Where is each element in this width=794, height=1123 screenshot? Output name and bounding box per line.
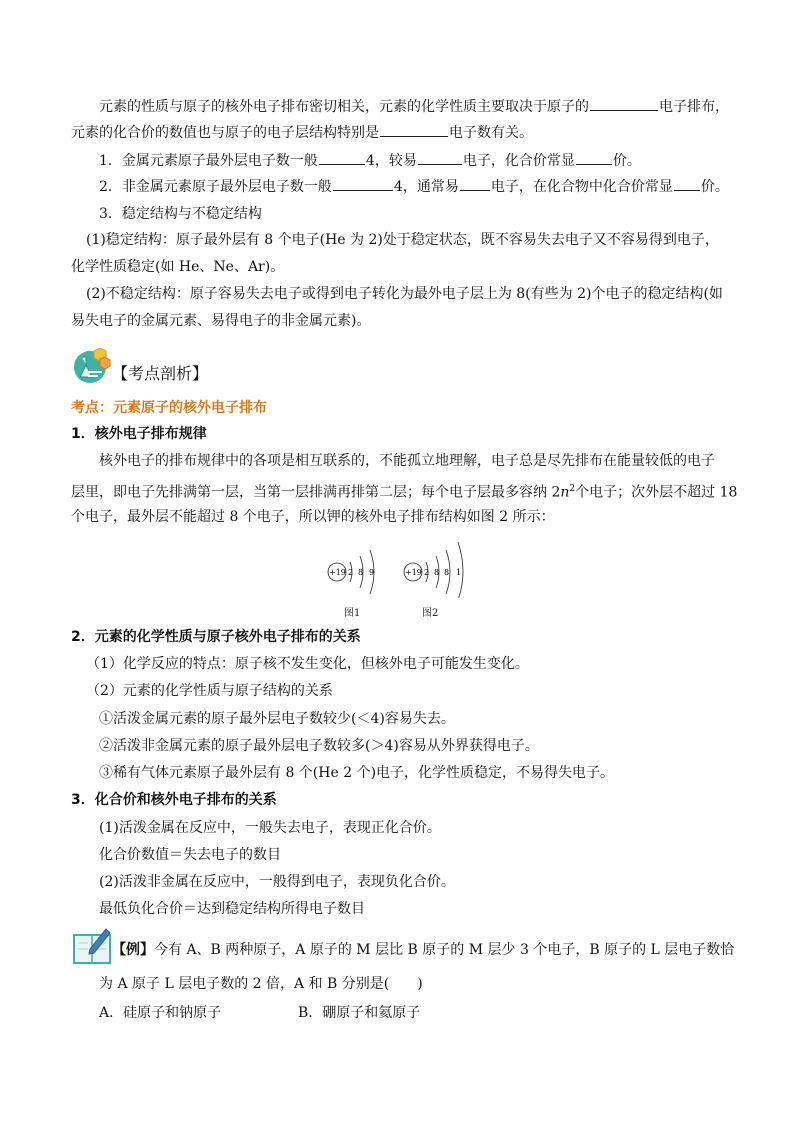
atom-structure-figure	[320, 538, 480, 598]
item-text: 价。	[612, 153, 641, 169]
sec1-p2	[71, 479, 737, 503]
sec3-l2: 化合价数值＝失去电子的数目	[99, 847, 281, 863]
sec1-sup: 2	[569, 484, 576, 494]
item-text: 1．金属元素原子最外层电子数一般	[99, 153, 318, 169]
nucleus-charge: +19	[405, 568, 422, 577]
atom-diagram	[320, 538, 480, 602]
intro-text: 电子数有关。	[449, 125, 533, 141]
item-text: 4，较易	[365, 153, 417, 169]
intro-item-2	[99, 176, 729, 197]
sec3-l4: 最低负化合价＝达到稳定结构所得电子数目	[99, 901, 365, 917]
sec2-c1: ①活泼金属元素的原子最外层电子数较少(＜4)容易失去。	[99, 711, 455, 727]
sec2-s2: （2）元素的化学性质与原子结构的关系	[86, 683, 333, 699]
answer-blank[interactable]	[333, 176, 393, 191]
intro-text: 元素的化合价的数值也与原子的电子层结构特别是	[71, 125, 379, 141]
sec1-text: 个电子；次外层不超过 18	[575, 484, 738, 501]
sec2-title: 2．元素的化学性质与原子核外电子排布的关系	[71, 629, 361, 645]
answer-blank[interactable]	[380, 122, 448, 137]
unstable-line-2: 易失电子的金属元素、易得电子的非金属元素)。	[71, 313, 371, 329]
item-text: 电子，化合价常显	[462, 153, 575, 169]
sec2-s1: （1）化学反应的特点：原子核不发生变化，但核外电子可能发生变化。	[86, 656, 529, 672]
shell-count: 1	[456, 568, 462, 577]
sec3-l1: (1)活泼金属在反应中，一般失去电子，表现正化合价。	[99, 820, 441, 836]
shell-count: 9	[369, 568, 375, 577]
sec2-c3: ③稀有气体元素原子最外层有 8 个(He 2 个)电子，化学性质稳定，不易得失电子。	[99, 765, 615, 781]
kaodian-title: 考点：元素原子的核外电子排布	[71, 400, 267, 416]
sec1-p1: 核外电子的排布规律中的各项是相互联系的，不能孤立地理解，电子总是尽先排布在能量较低的电子	[99, 453, 715, 469]
shell-count: 8	[444, 568, 450, 577]
intro-item-3: 3．稳定结构与不稳定结构	[99, 206, 262, 222]
intro-line-2	[71, 122, 533, 143]
option-a[interactable]: A．硅原子和钠原子	[99, 1005, 222, 1021]
example-question-line-2: 为 A 原子 L 层电子数的 2 倍，A 和 B 分别是( )	[99, 976, 423, 992]
shell-count: 8	[358, 568, 364, 577]
intro-text: 元素的性质与原子的核外电子排布密切相关，元素的化学性质主要取决于原子的	[99, 99, 589, 115]
intro-text: 电子排布，	[659, 99, 729, 115]
item-text: 电子，在化合物中化合价常显	[490, 179, 673, 195]
nucleus-charge: +19	[329, 568, 346, 577]
stable-line-2: 化学性质稳定(如 He、Ne、Ar)。	[71, 259, 285, 275]
intro-line-1	[99, 96, 729, 117]
unstable-line-1: (2)不稳定结构：原子容易失去电子或得到电子转化为最外电子层上为 8(有些为 2)个电子的稳定结构(如	[86, 286, 723, 302]
answer-blank[interactable]	[674, 176, 700, 191]
notebook-pencil-icon	[72, 925, 114, 965]
item-text: 价。	[700, 179, 729, 195]
example-text: 今有 A、B 两种原子，A 原子的 M 层比 B 原子的 M 层少 3 个电子，B 原子的 L 层电子数恰	[154, 942, 735, 958]
fig1-label: 图1	[344, 608, 361, 619]
flask-icon	[72, 345, 112, 385]
shell-count: 2	[348, 568, 354, 577]
analysis-header: 【考点剖析】	[112, 364, 209, 383]
answer-blank[interactable]	[418, 150, 462, 165]
answer-blank[interactable]	[590, 96, 658, 111]
answer-blank[interactable]	[576, 150, 612, 165]
sec3-title: 3．化合价和核外电子排布的关系	[71, 792, 277, 808]
sec2-c2: ②活泼非金属元素的原子最外层电子数较多(＞4)容易从外界获得电子。	[99, 738, 539, 754]
sec1-var: n	[560, 484, 570, 501]
answer-blank[interactable]	[319, 150, 365, 165]
shell-count: 2	[424, 568, 430, 577]
sec1-p3: 个电子，最外层不能超过 8 个电子，所以钾的核外电子排布结构如图 2 所示：	[71, 509, 555, 525]
answer-blank[interactable]	[460, 176, 490, 191]
sec1-text: 层里，即电子先排满第一层，当第一层排满再排第二层；每个电子层最多容纳 2	[71, 484, 561, 501]
intro-item-1	[99, 150, 641, 171]
sec1-title: 1．核外电子排布规律	[71, 426, 207, 442]
item-text: 4，通常易	[393, 179, 459, 195]
example-question-line-1	[112, 940, 734, 960]
item-text: 2．非金属元素原子最外层电子数一般	[99, 179, 332, 195]
sec3-l3: (2)活泼非金属在反应中，一般得到电子，表现负化合价。	[99, 874, 455, 890]
option-b[interactable]: B．硼原子和氦原子	[298, 1005, 421, 1021]
fig2-label: 图2	[422, 608, 439, 619]
example-tag: 【例】	[112, 942, 154, 958]
stable-line-1: (1)稳定结构：原子最外层有 8 个电子(He 为 2)处于稳定状态，既不容易失去电子又不容易得到电子，	[86, 232, 719, 248]
shell-count: 8	[434, 568, 440, 577]
